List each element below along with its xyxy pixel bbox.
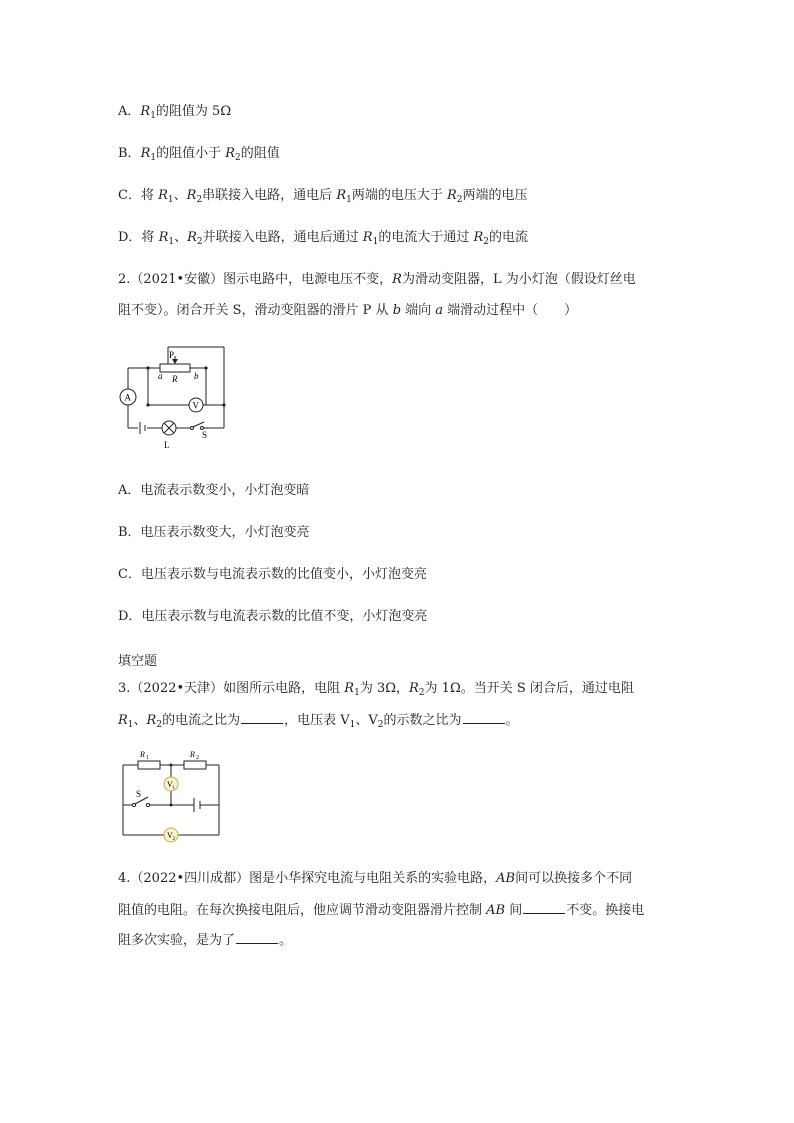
stem-text: 阻多次实验，是为了 xyxy=(118,933,236,948)
stem-text: 为 3Ω， xyxy=(359,681,410,696)
stem-text: 2.（2021•安徽）图示电路中，电源电压不变， xyxy=(118,272,393,287)
resistor-symbol: R xyxy=(392,272,402,287)
r1-subscript: 1 xyxy=(146,755,149,761)
answer-blank[interactable] xyxy=(241,711,283,724)
segment-label: AB xyxy=(486,903,506,918)
q4-stem-line3 xyxy=(118,931,292,950)
subscript: 2 xyxy=(196,195,203,205)
option-text: 两端的电压大于 xyxy=(351,188,447,203)
r1-label: R xyxy=(140,750,145,759)
subscript: 2 xyxy=(418,688,425,698)
stem-text: 4.（2022•四川成都）图是小华探究电流与电阻关系的实验电路， xyxy=(118,871,497,886)
slider-label: P xyxy=(169,350,175,360)
switch-label: S xyxy=(136,789,142,799)
option-text: 的阻值为 5Ω xyxy=(155,104,232,119)
q1-option-b xyxy=(118,145,280,163)
stem-text: 阻值的电阻。在每次换接电阻后，他应调节滑动变阻器滑片控制 xyxy=(118,903,487,918)
subscript: 2 xyxy=(235,153,241,163)
q1-option-c xyxy=(118,187,528,205)
resistor-symbol: R xyxy=(146,713,157,728)
lamp-label: L xyxy=(164,440,170,450)
q3-stem-line2 xyxy=(118,711,519,730)
stem-text: 阻不变）。闭合开关 S，滑动变阻器的滑片 P 从 xyxy=(118,303,393,318)
resistor-symbol: R xyxy=(118,713,128,728)
subscript: 1 xyxy=(127,720,134,730)
segment-label: AB xyxy=(496,871,516,886)
stem-text: 的电流之比为 xyxy=(162,713,241,728)
resistor-symbol: R xyxy=(336,188,347,203)
stem-text: 端向 xyxy=(401,303,436,318)
subscript: 2 xyxy=(483,237,489,247)
q2-option-b: B．电压表示数变大，小灯泡变亮 xyxy=(118,525,310,540)
stem-text: 。 xyxy=(279,933,293,948)
answer-blank[interactable] xyxy=(463,711,505,724)
resistor-symbol: R xyxy=(158,230,169,245)
subscript: 2 xyxy=(196,237,203,247)
stem-text: 为滑动变阻器，L 为小灯泡（假设灯丝电 xyxy=(401,272,636,287)
r2-subscript: 2 xyxy=(196,755,199,761)
q4-stem-line1 xyxy=(118,870,632,888)
q2-circuit-diagram xyxy=(116,342,232,450)
resistor-symbol: R xyxy=(140,146,151,161)
q3-stem-line1 xyxy=(118,680,634,698)
stem-text: 。 xyxy=(505,713,519,728)
subscript: 1 xyxy=(150,111,156,121)
option-letter: A． xyxy=(118,104,141,119)
subscript: 1 xyxy=(354,688,360,698)
end-label: b xyxy=(392,303,402,318)
q2-stem-line2 xyxy=(118,302,577,320)
resistor-symbol: R xyxy=(186,188,197,203)
v1-subscript: 1 xyxy=(172,786,175,791)
r2-label: R xyxy=(190,750,195,759)
resistor-symbol: R xyxy=(362,230,373,245)
ammeter-label: A xyxy=(124,392,131,403)
option-text: 两端的电压 xyxy=(462,188,528,203)
subscript: 2 xyxy=(456,195,463,205)
answer-blank[interactable] xyxy=(523,901,565,914)
switch-label: S xyxy=(202,430,208,440)
stem-text: 端滑动过程中（ ） xyxy=(443,303,578,318)
q2-option-c: C．电压表示数与电流表示数的比值变小，小灯泡变亮 xyxy=(118,567,427,582)
stem-text: 间可以换接多个不同 xyxy=(515,871,633,886)
option-text: 的阻值 xyxy=(240,146,280,161)
subscript: 1 xyxy=(372,237,379,247)
stem-text: ，电压表 V xyxy=(284,713,350,728)
resistor-symbol: R xyxy=(158,188,168,203)
resistor-symbol: R xyxy=(140,104,151,119)
section-heading: 填空题 xyxy=(118,654,158,669)
answer-blank[interactable] xyxy=(236,931,278,944)
option-letter: D．将 xyxy=(118,230,159,245)
voltmeter-label: V xyxy=(192,400,199,411)
option-text: 并联接入电路，通电后通过 xyxy=(202,230,363,245)
q1-option-d xyxy=(118,229,528,247)
subscript: 1 xyxy=(167,195,174,205)
option-text: 串联接入电路，通电后 xyxy=(202,188,337,203)
v2-subscript: 2 xyxy=(172,837,175,842)
end-label: a xyxy=(435,303,444,318)
rheostat-label: R xyxy=(172,374,178,384)
stem-text: 不变。换接电 xyxy=(566,903,645,918)
resistor-symbol: R xyxy=(344,681,355,696)
q4-stem-line2 xyxy=(118,901,644,920)
option-letter: B． xyxy=(118,146,141,161)
q3-circuit-diagram xyxy=(116,745,226,845)
resistor-symbol: R xyxy=(473,230,484,245)
subscript: 2 xyxy=(156,720,163,730)
subscript: 1 xyxy=(168,237,175,247)
option-text: 的阻值小于 xyxy=(156,146,226,161)
resistor-symbol: R xyxy=(225,146,236,161)
q2-option-d: D．电压表示数与电流表示数的比值不变，小灯泡变亮 xyxy=(118,609,428,624)
separator: 、 xyxy=(174,230,188,245)
q2-option-a: A．电流表示数变小，小灯泡变暗 xyxy=(118,483,310,498)
resistor-symbol: R xyxy=(409,681,419,696)
end-a-label: a xyxy=(158,371,163,381)
resistor-symbol: R xyxy=(187,230,197,245)
q1-option-a xyxy=(118,103,231,121)
v2-label: V xyxy=(167,831,173,840)
separator: 、 xyxy=(173,188,187,203)
stem-text: 3.（2022•天津）如图所示电路，电阻 xyxy=(118,681,345,696)
stem-text: 为 1Ω。当开关 S 闭合后，通过电阻 xyxy=(424,681,634,696)
option-letter: C．将 xyxy=(118,188,159,203)
stem-text: 、V xyxy=(355,713,378,728)
subscript: 1 xyxy=(346,195,352,205)
end-b-label: b xyxy=(194,371,199,381)
stem-text: 的示数之比为 xyxy=(383,713,462,728)
v1-label: V xyxy=(167,780,173,789)
resistor-symbol: R xyxy=(446,188,457,203)
option-text: 的电流大于通过 xyxy=(378,230,474,245)
q2-stem-line1 xyxy=(118,271,636,289)
subscript: 2 xyxy=(377,720,384,730)
stem-text: 间 xyxy=(505,903,523,918)
subscript: 1 xyxy=(150,153,157,163)
subscript: 1 xyxy=(349,720,356,730)
separator: 、 xyxy=(133,713,147,728)
option-text: 的电流 xyxy=(488,230,528,245)
